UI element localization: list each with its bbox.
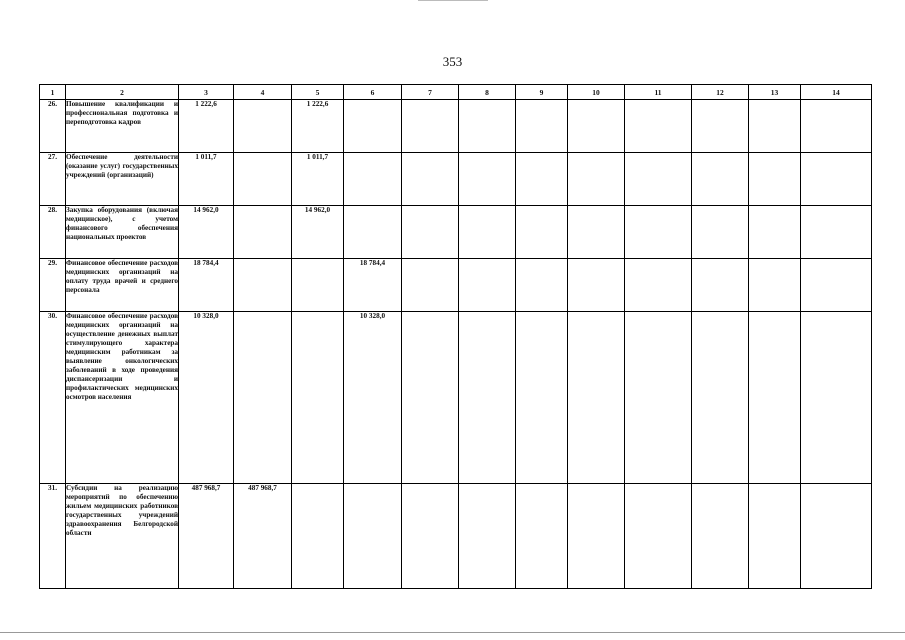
empty-cell xyxy=(568,484,625,589)
empty-cell xyxy=(459,312,516,484)
empty-cell xyxy=(749,100,801,153)
cell-col6 xyxy=(344,100,402,153)
column-header: 8 xyxy=(459,85,516,100)
row-number: 28. xyxy=(40,206,66,259)
empty-cell xyxy=(625,312,692,484)
cell-col5: 14 962,0 xyxy=(292,206,344,259)
row-name: Обеспечение деятельности (оказание услуг) государственных учреждений (организаций) xyxy=(66,153,179,206)
empty-cell xyxy=(568,312,625,484)
empty-cell xyxy=(402,484,459,589)
row-name: Закупка оборудования (включая медицинское), с учетом финансового обеспечения национальных проектов xyxy=(66,206,179,259)
cell-col3: 18 784,4 xyxy=(179,259,234,312)
empty-cell xyxy=(516,312,568,484)
empty-cell xyxy=(692,484,749,589)
empty-cell xyxy=(625,259,692,312)
row-number: 26. xyxy=(40,100,66,153)
column-header: 13 xyxy=(749,85,801,100)
column-header: 2 xyxy=(66,85,179,100)
empty-cell xyxy=(459,206,516,259)
budget-table xyxy=(39,84,872,589)
empty-cell xyxy=(516,153,568,206)
cell-col3: 1 011,7 xyxy=(179,153,234,206)
cell-col3: 1 222,6 xyxy=(179,100,234,153)
row-number: 31. xyxy=(40,484,66,589)
cell-col5 xyxy=(292,484,344,589)
cell-col3: 487 968,7 xyxy=(179,484,234,589)
column-header: 11 xyxy=(625,85,692,100)
empty-cell xyxy=(625,153,692,206)
empty-cell xyxy=(516,100,568,153)
empty-cell xyxy=(801,259,872,312)
page-number: 353 xyxy=(442,54,463,69)
empty-cell xyxy=(625,100,692,153)
cell-col4 xyxy=(234,100,292,153)
empty-cell xyxy=(459,100,516,153)
empty-cell xyxy=(516,484,568,589)
cell-col5: 1 222,6 xyxy=(292,100,344,153)
empty-cell xyxy=(749,153,801,206)
empty-cell xyxy=(749,206,801,259)
empty-cell xyxy=(749,259,801,312)
empty-cell xyxy=(625,206,692,259)
column-header: 1 xyxy=(40,85,66,100)
empty-cell xyxy=(459,484,516,589)
empty-cell xyxy=(801,312,872,484)
cell-col3: 10 328,0 xyxy=(179,312,234,484)
empty-cell xyxy=(625,484,692,589)
table-row xyxy=(40,484,872,589)
empty-cell xyxy=(692,259,749,312)
empty-cell xyxy=(402,206,459,259)
empty-cell xyxy=(692,153,749,206)
column-header: 12 xyxy=(692,85,749,100)
column-header: 9 xyxy=(516,85,568,100)
empty-cell xyxy=(801,484,872,589)
table-row xyxy=(40,259,872,312)
empty-cell xyxy=(801,206,872,259)
empty-cell xyxy=(692,206,749,259)
column-header: 7 xyxy=(402,85,459,100)
scan-bottom-edge xyxy=(0,632,905,633)
empty-cell xyxy=(402,153,459,206)
scan-edge-mark xyxy=(418,0,488,1)
empty-cell xyxy=(749,484,801,589)
row-name: Повышение квалификации и профессиональная подготовка и переподготовка кадров xyxy=(66,100,179,153)
table-row xyxy=(40,153,872,206)
cell-col5: 1 011,7 xyxy=(292,153,344,206)
row-number: 27. xyxy=(40,153,66,206)
empty-cell xyxy=(801,153,872,206)
table-row xyxy=(40,206,872,259)
cell-col6: 10 328,0 xyxy=(344,312,402,484)
column-header: 4 xyxy=(234,85,292,100)
row-name: Финансовое обеспечение расходов медицинских организаций на оплату труда врачей и среднего персонала xyxy=(66,259,179,312)
cell-col4 xyxy=(234,153,292,206)
table-row xyxy=(40,312,872,484)
cell-col5 xyxy=(292,312,344,484)
cell-col4 xyxy=(234,206,292,259)
cell-col5 xyxy=(292,259,344,312)
empty-cell xyxy=(459,153,516,206)
empty-cell xyxy=(692,312,749,484)
row-name: Финансовое обеспечение расходов медицинских организаций на осуществление денежных выплат стимулирующего характера медицинским работникам за выявление онкологических заболеваний в ходе проведения диспансеризации и профилактических медицинских осмотров населения xyxy=(66,312,179,484)
empty-cell xyxy=(402,100,459,153)
row-number: 29. xyxy=(40,259,66,312)
empty-cell xyxy=(402,312,459,484)
cell-col4: 487 968,7 xyxy=(234,484,292,589)
column-header: 6 xyxy=(344,85,402,100)
empty-cell xyxy=(459,259,516,312)
column-header: 14 xyxy=(801,85,872,100)
empty-cell xyxy=(801,100,872,153)
cell-col6 xyxy=(344,484,402,589)
empty-cell xyxy=(749,312,801,484)
empty-cell xyxy=(568,206,625,259)
row-number: 30. xyxy=(40,312,66,484)
cell-col4 xyxy=(234,312,292,484)
column-header: 10 xyxy=(568,85,625,100)
cell-col4 xyxy=(234,259,292,312)
empty-cell xyxy=(568,100,625,153)
cell-col3: 14 962,0 xyxy=(179,206,234,259)
table-row xyxy=(40,100,872,153)
empty-cell xyxy=(568,259,625,312)
empty-cell xyxy=(692,100,749,153)
cell-col6 xyxy=(344,153,402,206)
column-header: 3 xyxy=(179,85,234,100)
cell-col6: 18 784,4 xyxy=(344,259,402,312)
empty-cell xyxy=(568,153,625,206)
column-header: 5 xyxy=(292,85,344,100)
empty-cell xyxy=(402,259,459,312)
header-row xyxy=(40,85,872,100)
empty-cell xyxy=(516,206,568,259)
cell-col6 xyxy=(344,206,402,259)
empty-cell xyxy=(516,259,568,312)
row-name: Субсидии на реализацию мероприятий по обеспечению жильем медицинских работников государственных учреждений здравоохранения Белгородской области xyxy=(66,484,179,589)
